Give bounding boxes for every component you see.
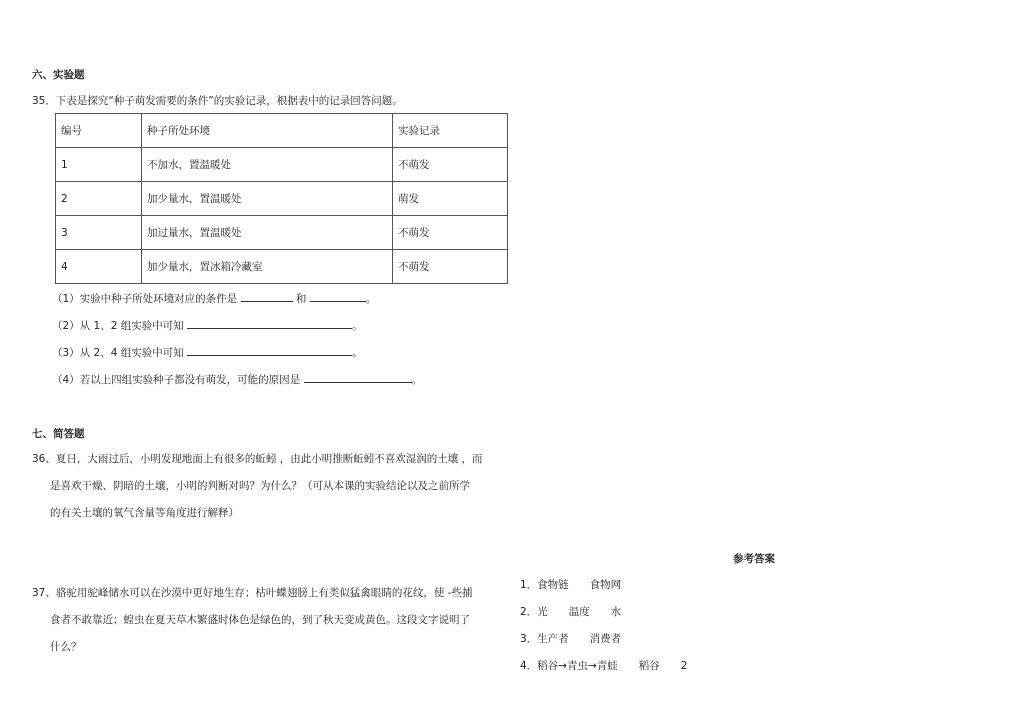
answer-item: 1．食物链 食物网 (520, 579, 622, 591)
answer-item: 3．生产者 消费者 (520, 633, 622, 645)
table-header-cell: 编号 (56, 114, 142, 148)
table-cell: 萌发 (393, 182, 508, 216)
table-row (56, 216, 508, 250)
q37 (32, 580, 473, 661)
table-cell: 2 (56, 182, 142, 216)
q35-sub3-text: （3）从 2、4 组实验中可知 (52, 347, 184, 359)
q35-sub4 (52, 372, 422, 387)
table-cell: 加少量水，置冰箱冷藏室 (142, 250, 393, 284)
q35-sub1-text: （1）实验中种子所处环境对应的条件是 (52, 293, 238, 305)
q35-sub2-text: （2）从 1、2 组实验中可知 (52, 320, 184, 332)
q35-sub3 (52, 345, 363, 360)
table-header-cell: 实验记录 (393, 114, 508, 148)
table-row (56, 148, 508, 182)
table-cell: 1 (56, 148, 142, 182)
answer-blank[interactable] (304, 372, 412, 383)
q35-sub4-text: （4）若以上四组实验种子都没有萌发，可能的原因是 (52, 374, 301, 386)
q36-line: 36、夏日，大雨过后，小明发现地面上有很多的蚯蚓 ，由此小明推断蚯蚓不喜欢湿润的土壤 ，而 (32, 453, 483, 465)
q35-sub2-end: 。 (352, 320, 363, 332)
section7-title: 七、简答题 (32, 428, 85, 440)
table-cell: 加少量水，置温暖处 (142, 182, 393, 216)
section6-title: 六、实验题 (32, 69, 85, 81)
table-cell: 3 (56, 216, 142, 250)
q37-line: 37、骆驼用驼峰储水可以在沙漠中更好地生存；枯叶蝶翅膀上有类似猛禽眼睛的花纹，使 -些捕 (32, 587, 473, 599)
table-cell: 不加水，置温暖处 (142, 148, 393, 182)
answer-blank[interactable] (187, 318, 352, 329)
table-cell: 加过量水，置温暖处 (142, 216, 393, 250)
table-cell: 不萌发 (393, 250, 508, 284)
table-row (56, 250, 508, 284)
experiment-table (55, 113, 508, 284)
q36-line: 的有关土壤的氧气含量等角度进行解释） (50, 507, 239, 519)
q37-line: 食者不敢靠近；蝗虫在夏天草木繁盛时体色是绿色的，到了秋天变成黄色。这段文字说明了 (50, 614, 470, 626)
q35-stem: 35．下表是探究“种子萌发需要的条件”的实验记录，根据表中的记录回答问题。 (32, 95, 403, 107)
answer-item: 2．光 温度 水 (520, 606, 622, 618)
table-cell: 4 (56, 250, 142, 284)
answers-title: 参考答案 (733, 553, 775, 565)
answer-blank[interactable] (187, 345, 352, 356)
q35-sub2 (52, 318, 363, 333)
answer-blank[interactable] (310, 291, 366, 302)
table-cell: 不萌发 (393, 216, 508, 250)
q36-line: 是喜欢干燥、阴暗的土壤，小明的判断对吗？为什么？（可从本课的实验结论以及之前所学 (50, 480, 470, 492)
q36 (32, 446, 483, 527)
q35-sub3-end: 。 (352, 347, 363, 359)
q35-sub1-mid: 和 (295, 293, 307, 305)
q35-sub1-end: 。 (365, 293, 377, 305)
q35-sub4-end: 。 (411, 374, 423, 386)
answer-item: 4．稻谷→青虫→青蛙 稻谷 2 (520, 660, 688, 672)
table-header-row (56, 114, 508, 148)
q37-line: 什么？ (50, 641, 82, 653)
table-header-cell: 种子所处环境 (142, 114, 393, 148)
q35-sub1 (52, 291, 376, 306)
answer-blank[interactable] (241, 291, 293, 302)
table-cell: 不萌发 (393, 148, 508, 182)
table-row (56, 182, 508, 216)
